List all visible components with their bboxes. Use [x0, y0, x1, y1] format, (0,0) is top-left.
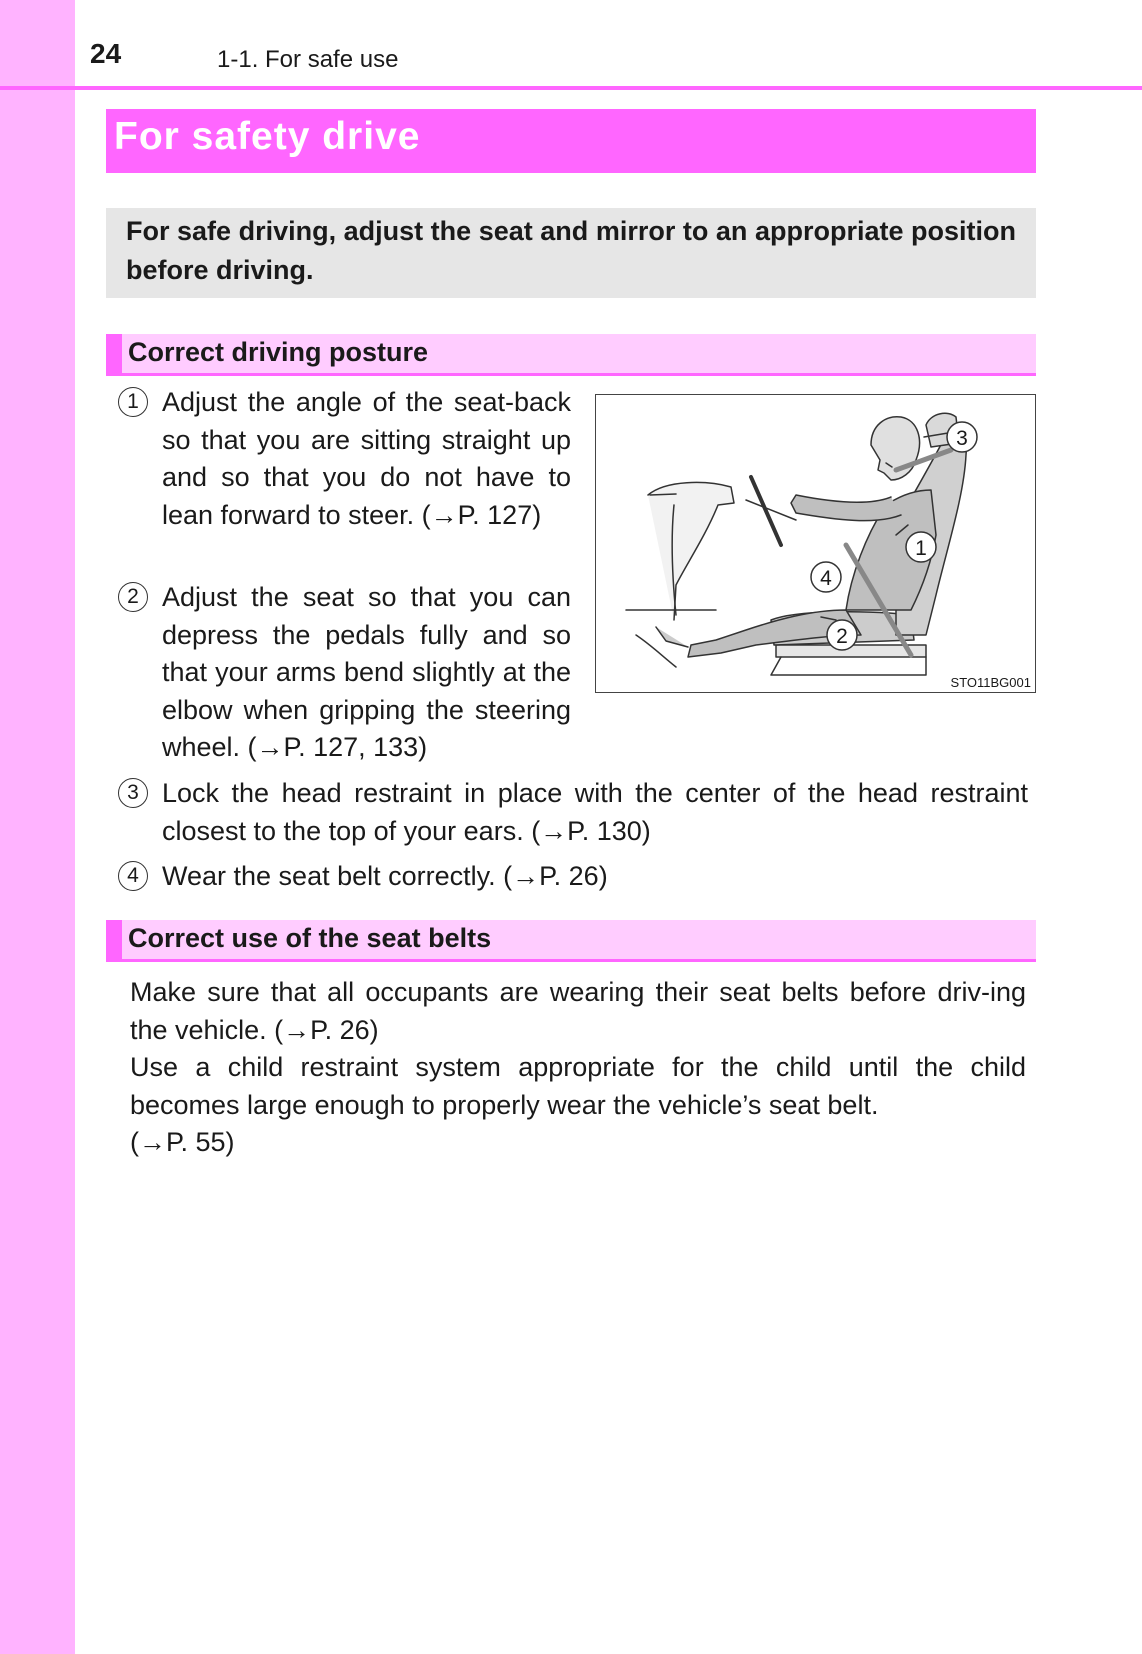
title-banner: [106, 109, 1036, 173]
section-heading-label: Correct driving posture: [128, 337, 429, 367]
section-heading-seat-belts: [106, 920, 1036, 962]
figure-callout-2: 2: [836, 625, 848, 648]
page-title: For safety drive: [114, 115, 421, 158]
callout-number-4: 4: [118, 861, 148, 891]
figure-callout-3: 3: [956, 427, 968, 450]
intro-text: For safe driving, adjust the seat and mirror to an appropriate position before driving.: [126, 216, 1016, 285]
callout-number-2: 2: [118, 582, 148, 612]
posture-item-1: Adjust the angle of the seat-back so that you are sitting straight up and so that you do not have to lean forward to steer. (→P. 127): [162, 387, 571, 530]
page-number: 24: [90, 38, 122, 69]
figure-code: STO11BG001: [950, 675, 1031, 690]
seat-belt-paragraph-1: Make sure that all occupants are wearing their seat belts before driv-ing the vehicle. (→P. 26): [130, 977, 1026, 1045]
section-marker: [106, 920, 122, 962]
seat-belt-paragraph-2: Use a child restraint system appropriate for the child until the child becomes large enough to properly wear the vehicle’s seat belt.: [130, 1052, 1026, 1120]
seat-belt-reference: (→P. 55): [130, 1127, 235, 1157]
section-marker: [106, 334, 122, 376]
posture-item-3: Lock the head restraint in place with the center of the head restraint closest to the top of your ears. (→P. 130): [162, 778, 1028, 846]
running-head: 1-1. For safe use: [217, 46, 399, 73]
section-heading-posture: [106, 334, 1036, 376]
callout-number-3: 3: [118, 778, 148, 808]
header-divider: [0, 86, 1142, 90]
callout-number-1: 1: [118, 387, 148, 417]
driving-posture-figure: [595, 394, 1036, 693]
side-tab-strip: [0, 0, 75, 1654]
figure-callout-4: 4: [820, 567, 832, 590]
posture-item-2: Adjust the seat so that you can depress the pedals fully and so that your arms bend slightly at the elbow when gripping the steering wheel. (→P. 127, 133): [162, 582, 571, 762]
figure-callout-1: 1: [915, 537, 927, 560]
posture-item-4: Wear the seat belt correctly. (→P. 26): [162, 861, 608, 891]
intro-box: [106, 208, 1036, 298]
driver-seated-posture-illustration: [596, 395, 1036, 693]
section-heading-label: Correct use of the seat belts: [128, 923, 492, 953]
